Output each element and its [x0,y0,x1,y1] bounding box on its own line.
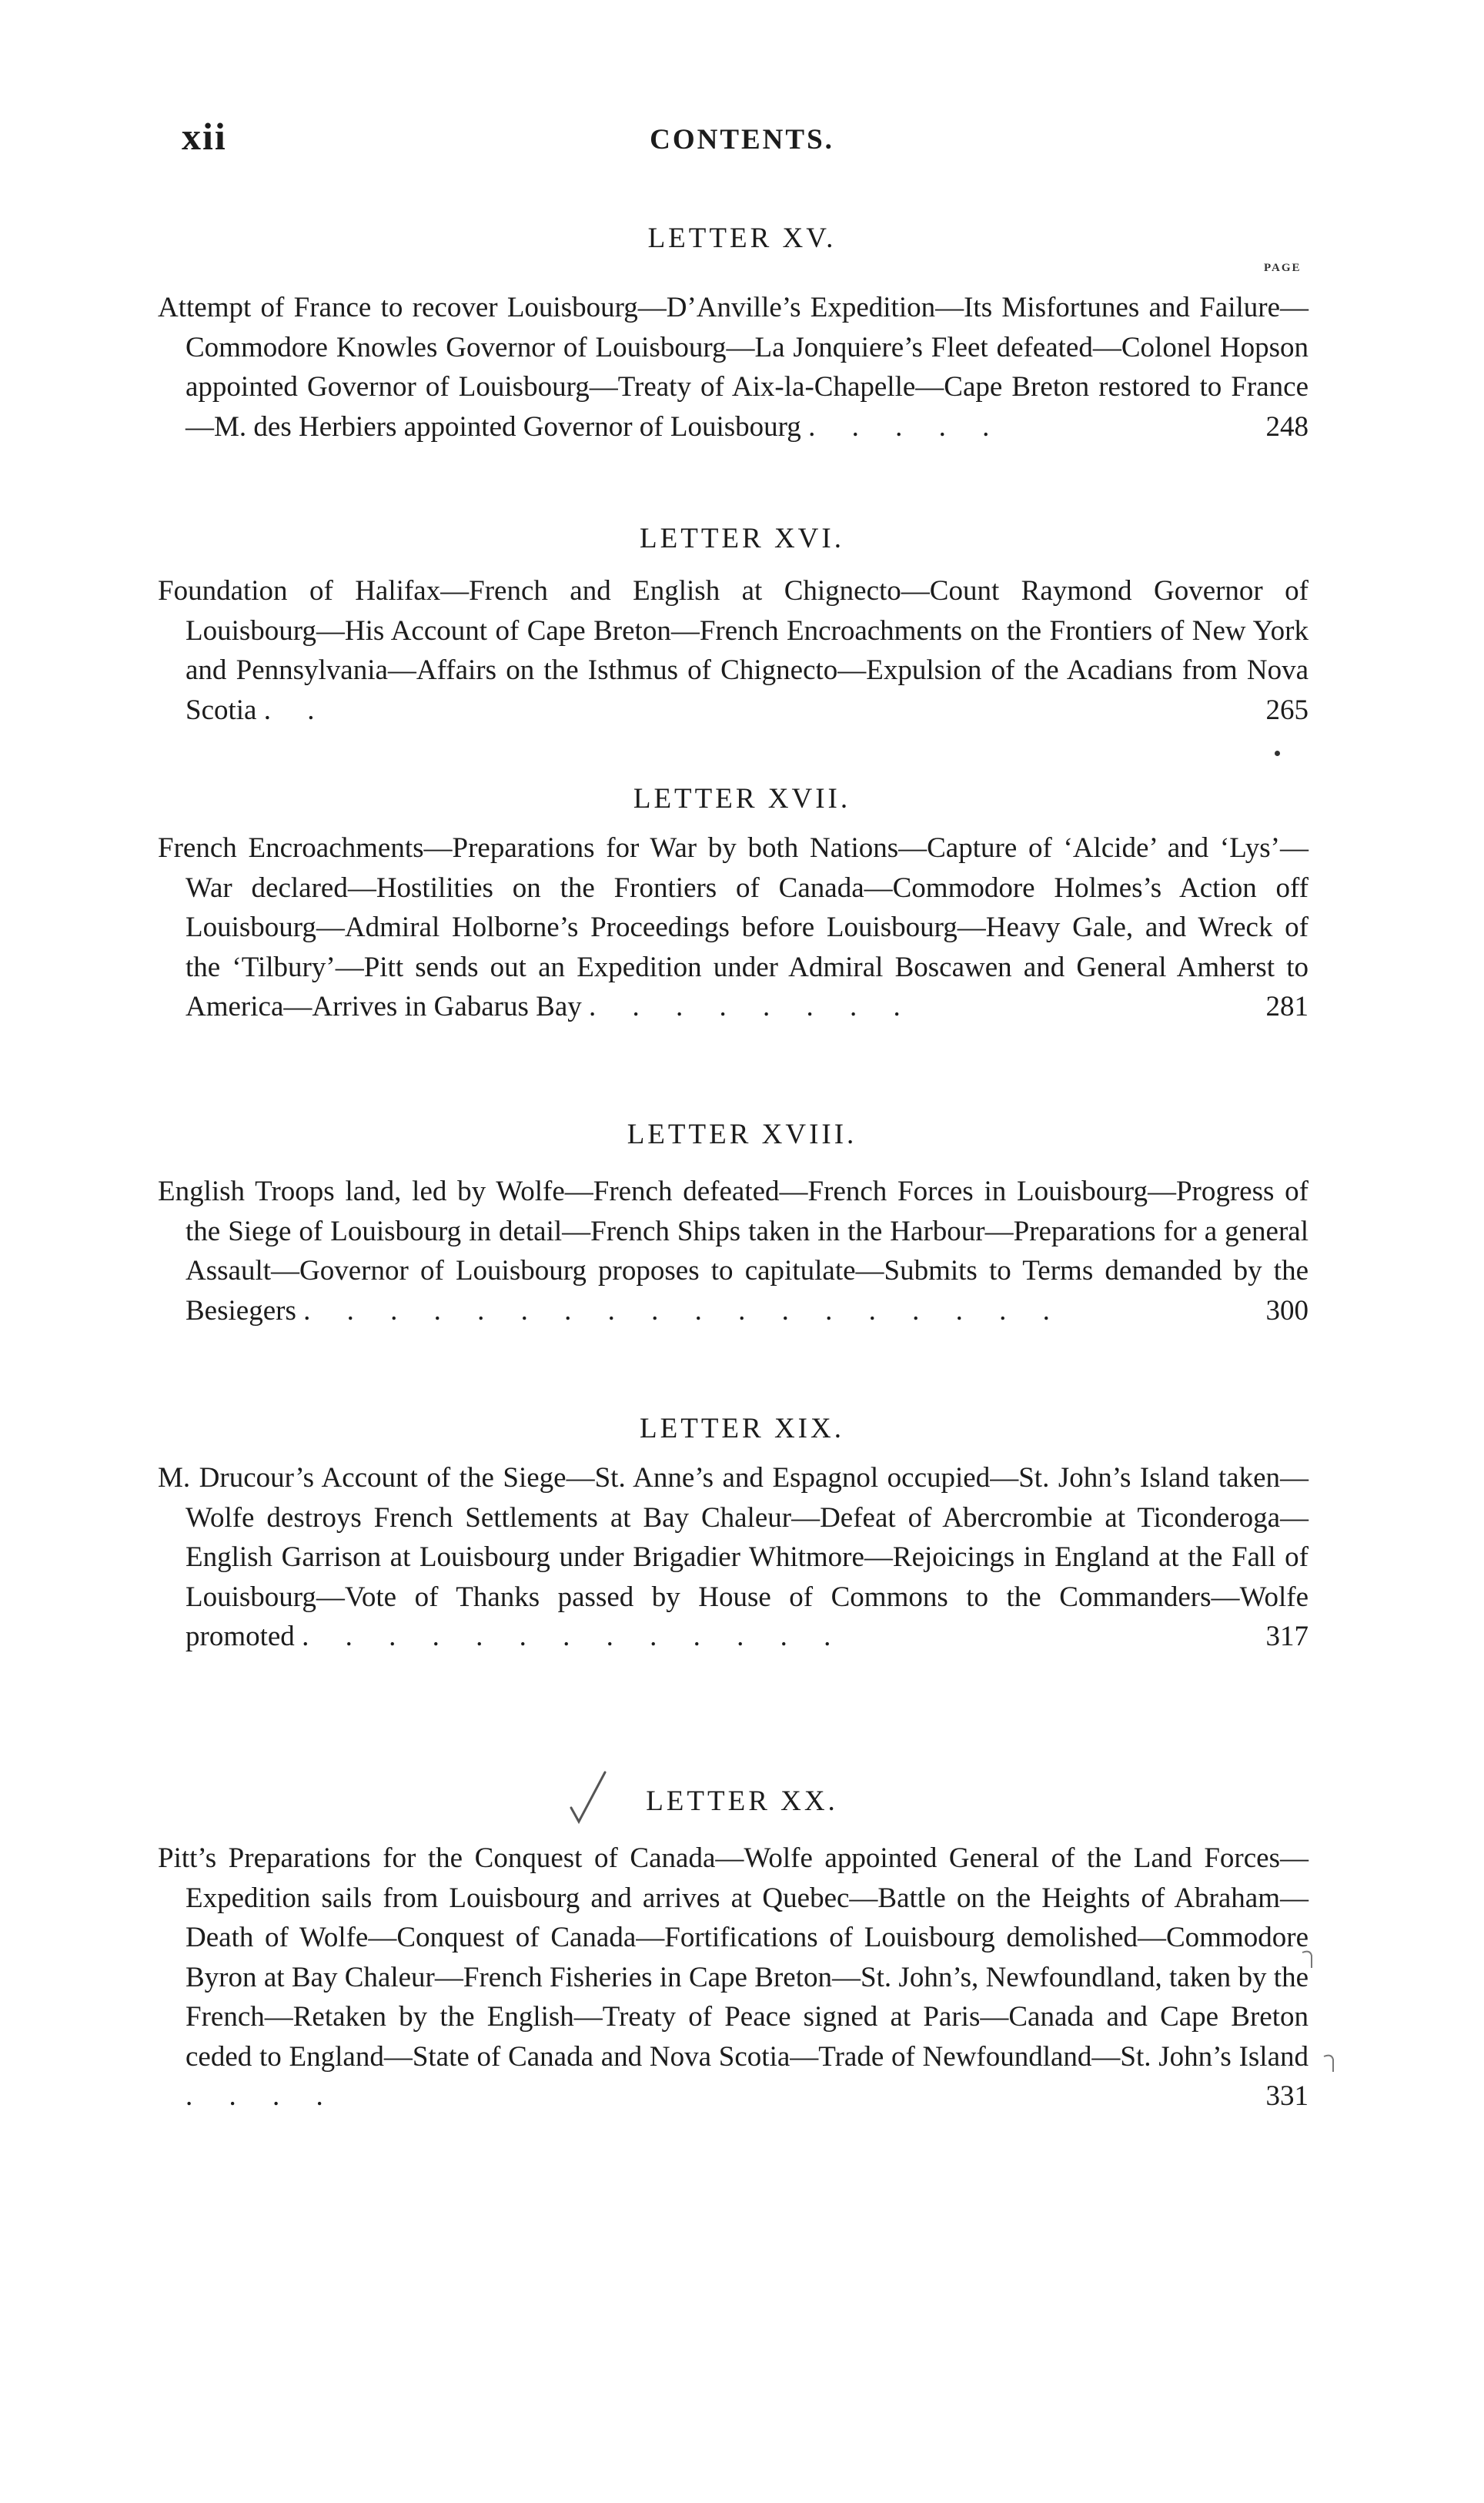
dot-leader: . . . . . . . . . . . . . [302,1621,846,1652]
page-reference: 331 [1265,2080,1309,2112]
summary-text: Foundation of Halifax—French and English at Chignecto—Count Raymond Governor of Louisbourg—His Account of Cape Breton—French Encroachments on the Frontiers of New York and Pennsylvania—Affairs on the Isthmus of Chignecto—Expulsion of the Acadians from Nova Scotia [158,575,1309,726]
dot-leader: . . . . . . . . [589,991,915,1022]
letter-summary [158,571,1309,730]
page-reference: 281 [1265,991,1309,1022]
letter-summary [158,1839,1309,2117]
letter-summary [158,1172,1309,1330]
dot-leader: . . . . . . . . . . . . . . . . . . [303,1294,1065,1327]
running-head: CONTENTS. [650,124,834,156]
letter-heading: LETTER XV. [647,223,837,254]
summary-text: English Troops land, led by Wolfe—French defeated—French Forces in Louisbourg—Progress of the Siege of Louisbourg in detail—French Ships taken in the Harbour—Preparations for a general Assault—Governor of Louisbourg proposes to capitulate—Submits to Terms demanded by the Besiegers [158,1176,1309,1327]
letter-heading: LETTER XVII. [633,783,851,815]
letter-heading: LETTER XVIII. [627,1119,857,1150]
curl-mark-icon [1321,2052,1339,2075]
page-reference: 265 [1265,694,1309,726]
page-reference: 300 [1265,1294,1309,1327]
page-column-label: PAGE [1264,262,1302,274]
page-reference: 317 [1265,1621,1309,1652]
curl-mark-icon [1299,1948,1318,1971]
dot-leader: . . . . [186,2080,338,2112]
dot-leader: . . [263,694,329,726]
letter-summary [158,288,1309,447]
summary-text: Attempt of France to recover Louisbourg—D’Anville’s Expedition—Its Misfortunes and Failure—Commodore Knowles Governor of Louisbourg—La Jonquiere’s Fleet defeated—Colonel Hopson appointed Governor of Louisbourg—Treaty of Aix-la-Chapelle—Cape Breton restored to France—M. des Herbiers appointed Governor of Louisbourg [158,292,1309,443]
stray-dot [1275,751,1280,756]
letter-heading: LETTER XIX. [640,1413,844,1444]
page-reference: 248 [1265,410,1309,443]
letter-summary [158,828,1309,1027]
letter-heading: LETTER XVI. [640,523,844,554]
dot-leader: . . . . . [808,410,1004,443]
summary-text: Pitt’s Preparations for the Conquest of Canada—Wolfe appointed General of the Land Forces—Expedition sails from Louisbourg and arrives at Quebec—Battle on the Heights of Abraham—Death of Wolfe—Conquest of Canada—Fortifications of Louisbourg demolished—Commodore Byron at Bay Chaleur—French Fisheries in Cape Breton—St. John’s, Newfoundland, taken by the French—Retaken by the English—Treaty of Peace signed at Paris—Canada and Cape Breton ceded to England—State of Canada and Nova Scotia—Trade of Newfoundland—St. John’s Island [158,1842,1309,2073]
letter-summary [158,1458,1309,1657]
letter-heading: LETTER XX. [646,1785,838,1817]
summary-text: M. Drucour’s Account of the Siege—St. Anne’s and Espagnol occupied—St. John’s Island taken—Wolfe destroys French Settlements at Bay Chaleur—Defeat of Abercrombie at Ticonderoga—English Garrison at Louisbourg under Brigadier Whitmore—Rejoicings in England at the Fall of Louisbourg—Vote of Thanks passed by House of Commons to the Commanders—Wolfe promoted [158,1462,1309,1652]
summary-text: French Encroachments—Preparations for War by both Nations—Capture of ‘Alcide’ and ‘Lys’—War declared—Hostilities on the Frontiers of Canada—Commodore Holmes’s Action off Louisbourg—Admiral Holborne’s Proceedings before Louisbourg—Heavy Gale, and Wreck of the ‘Tilbury’—Pitt sends out an Expedition under Admiral Boscawen and General Amherst to America—Arrives in Gabarus Bay [158,832,1309,1022]
page-number: xii [182,115,227,158]
